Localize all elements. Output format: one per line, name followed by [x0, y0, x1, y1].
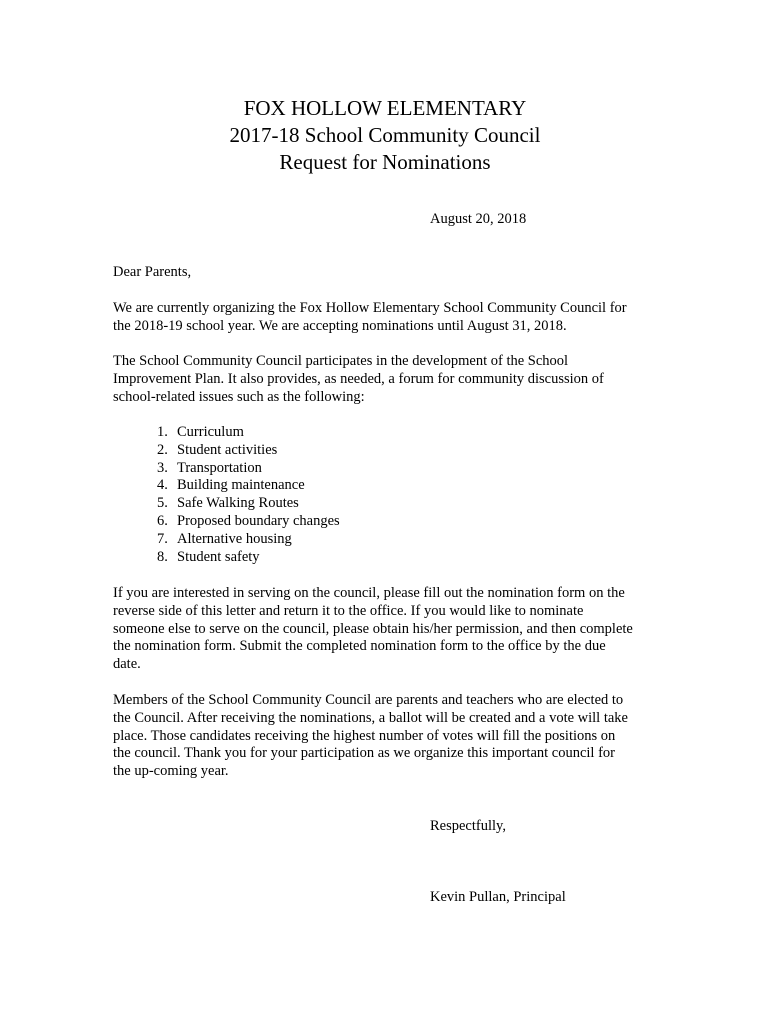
- list-number: 8.: [157, 548, 168, 565]
- paragraph-line: Members of the School Community Council are parents and teachers who are elected to: [113, 692, 624, 708]
- paragraph-line: someone else to serve on the council, please obtain his/her permission, and then complete: [113, 620, 633, 637]
- school-name: FOX HOLLOW ELEMENTARY: [243, 96, 527, 120]
- list-item: [157, 460, 340, 478]
- list-number: 2.: [157, 441, 168, 458]
- paragraph-intro: [113, 300, 673, 336]
- list-number: 7.: [157, 530, 168, 547]
- salutation: Dear Parents,: [113, 264, 192, 280]
- list-label: Student safety: [177, 548, 260, 565]
- list-label: Curriculum: [177, 424, 244, 440]
- list-number: 5.: [157, 495, 168, 512]
- paragraph-line: the nomination form. Submit the completed nomination form to the office by the due: [113, 638, 606, 655]
- paragraph-purpose: [113, 353, 673, 406]
- list-item: [157, 531, 340, 549]
- topic-list: [157, 424, 340, 566]
- council-title: 2017-18 School Community Council: [229, 123, 541, 147]
- paragraph-line: We are currently organizing the Fox Hollow Elementary School Community Council for: [113, 300, 627, 316]
- list-label: Safe Walking Routes: [177, 495, 299, 512]
- paragraph-line: reverse side of this letter and return it to the office. If you would like to nominate: [113, 602, 584, 619]
- paragraph-line: the 2018-19 school year. We are accepting nominations until August 31, 2018.: [113, 317, 567, 334]
- paragraph-line: the up-coming year.: [113, 763, 229, 780]
- closing-phrase: Respectfully,: [430, 818, 506, 834]
- list-label: Transportation: [177, 459, 262, 476]
- paragraph-line: Improvement Plan. It also provides, as needed, a forum for community discussion of: [113, 370, 604, 387]
- letter-date: August 20, 2018: [430, 211, 527, 227]
- paragraph-line: the Council. After receiving the nominations, a ballot will be created and a vote will take: [113, 709, 628, 726]
- paragraph-line: the council. Thank you for your participation as we organize this important council for: [113, 745, 615, 762]
- paragraph-members: [113, 692, 673, 781]
- paragraph-line: The School Community Council participates in the development of the School: [113, 353, 569, 369]
- list-label: Student activities: [177, 441, 278, 458]
- list-label: Building maintenance: [177, 477, 305, 494]
- list-number: 4.: [157, 477, 168, 494]
- list-number: 1.: [157, 424, 168, 440]
- letter-subject: Request for Nominations: [279, 150, 491, 174]
- list-label: Proposed boundary changes: [177, 512, 340, 529]
- list-number: 3.: [157, 459, 168, 476]
- list-item: [157, 513, 340, 531]
- list-label: Alternative housing: [177, 530, 292, 547]
- signature-name: Kevin Pullan, Principal: [430, 889, 566, 905]
- list-number: 6.: [157, 512, 168, 529]
- letter-heading: [0, 95, 770, 176]
- list-item: [157, 549, 340, 567]
- paragraph-line: school-related issues such as the following:: [113, 388, 365, 405]
- list-item: [157, 424, 340, 442]
- paragraph-line: If you are interested in serving on the council, please fill out the nomination form on the: [113, 585, 625, 601]
- paragraph-line: place. Those candidates receiving the highest number of votes will fill the positions on: [113, 727, 616, 744]
- paragraph-instructions: [113, 585, 673, 674]
- paragraph-line: date.: [113, 656, 141, 673]
- list-item: [157, 477, 340, 495]
- list-item: [157, 442, 340, 460]
- list-item: [157, 495, 340, 513]
